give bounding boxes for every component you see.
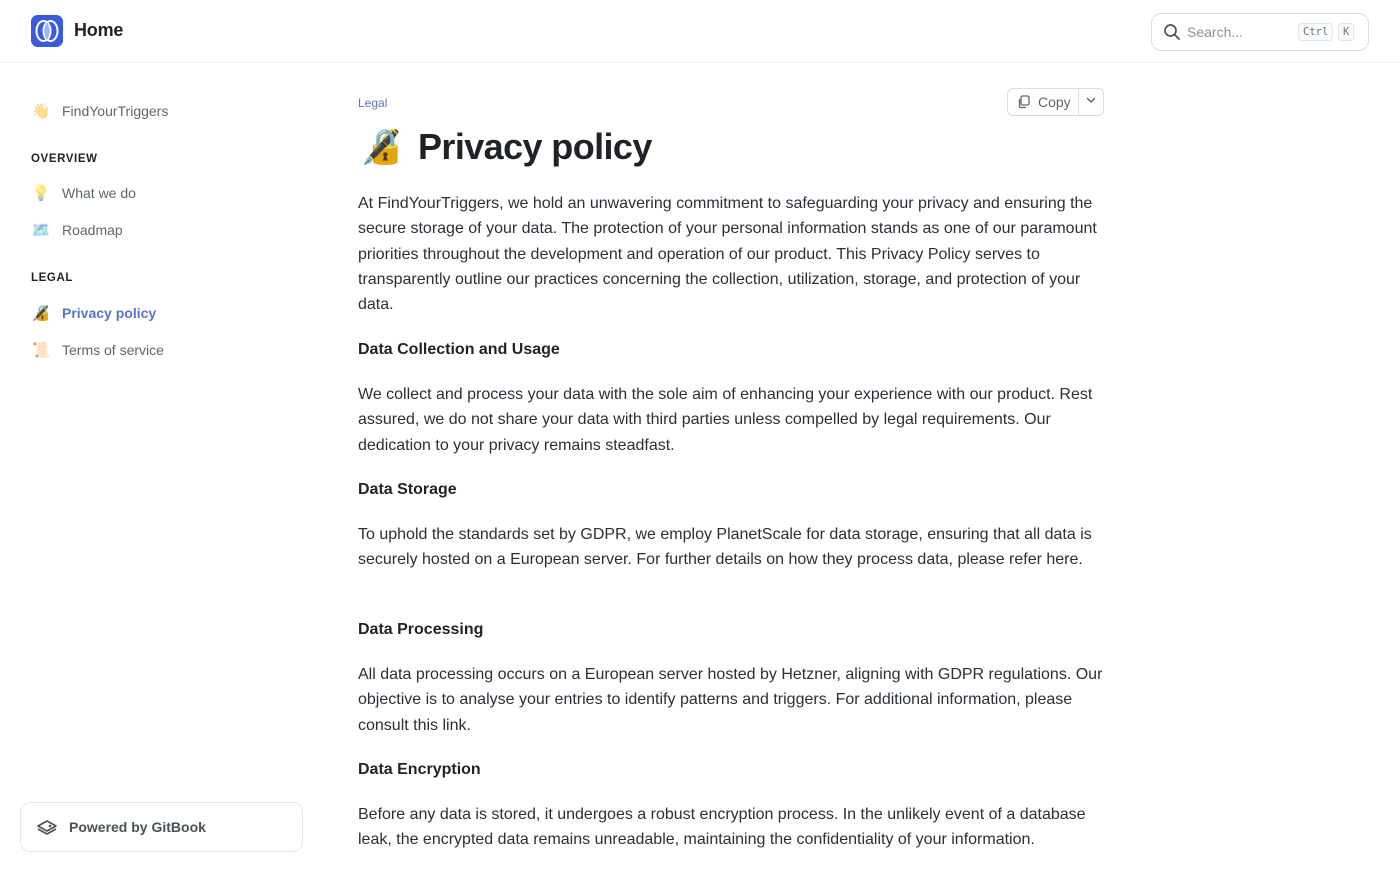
search-box[interactable]: [1151, 13, 1369, 51]
section-heading-data-encryption: Data Encryption: [358, 761, 481, 778]
top-header: [0, 0, 1400, 63]
copy-page-button[interactable]: [1008, 89, 1079, 115]
copy-options-dropdown[interactable]: [1079, 89, 1103, 115]
lock-with-pen-icon: 🔏: [360, 128, 404, 166]
page-title: Privacy policy: [418, 126, 652, 167]
copy-label: Copy: [1038, 94, 1071, 110]
copy-button-group: [1007, 88, 1104, 116]
sidebar-item-label: FindYourTriggers: [62, 103, 169, 119]
page-title-row: [358, 125, 652, 169]
scroll-icon: 📜: [31, 342, 51, 359]
section-body-data-encryption: Before any data is stored, it undergoes a robust encryption process. In the unlikely event of a database leak, the encrypted data remains unreadable, maintaining the confidentiality of your information.: [358, 806, 1086, 849]
chevron-down-icon: [1085, 93, 1097, 111]
sidebar-item-findyourtriggers[interactable]: [31, 99, 168, 123]
sidebar-item-roadmap[interactable]: [31, 218, 123, 242]
search-icon: [1163, 23, 1181, 46]
sidebar: [0, 63, 320, 875]
sidebar-item-terms-of-service[interactable]: [31, 338, 164, 362]
shortcut-ctrl-key: Ctrl: [1298, 23, 1333, 41]
section-body-data-collection: We collect and process your data with the sole aim of enhancing your experience with our product. Rest assured, we do not share your data with third parties unless compelled by legal requirements. Our dedication to your privacy remains steadfast.: [358, 386, 1093, 454]
gitbook-icon: [36, 818, 58, 836]
waving-hand-icon: 👋: [31, 103, 51, 120]
powered-by-label: Powered by GitBook: [69, 819, 206, 835]
search-input[interactable]: [1187, 24, 1292, 40]
section-body-data-storage: To uphold the standards set by GDPR, we employ PlanetScale for data storage, ensuring that all data is securely hosted on a European server. For further details on how they process data, please refer here.: [358, 526, 1092, 569]
shortcut-k-key: K: [1338, 23, 1354, 41]
section-heading-data-collection: Data Collection and Usage: [358, 341, 560, 358]
copy-icon: [1017, 95, 1031, 109]
map-icon: 🗺️: [31, 222, 51, 239]
powered-by-gitbook-link[interactable]: [20, 802, 303, 852]
sidebar-item-label: What we do: [62, 185, 136, 201]
sidebar-item-label: Privacy policy: [62, 305, 157, 321]
section-heading-data-storage: Data Storage: [358, 481, 457, 498]
sidebar-item-what-we-do[interactable]: [31, 181, 136, 205]
site-logo-icon[interactable]: [31, 15, 63, 47]
breadcrumb-legal[interactable]: Legal: [358, 96, 388, 110]
section-heading-data-processing: Data Processing: [358, 621, 484, 638]
section-body-data-processing: All data processing occurs on a European server hosted by Hetzner, aligning with GDPR regulations. Our objective is to analyse your entries to identify patterns and triggers. For additional information, please consult this link.: [358, 666, 1103, 734]
sidebar-section-overview: OVERVIEW: [31, 153, 98, 165]
lock-with-pen-icon: 🔏: [31, 305, 51, 322]
site-title-home-link[interactable]: Home: [74, 20, 124, 40]
sidebar-item-label: Terms of service: [62, 342, 164, 358]
lightbulb-icon: 💡: [31, 185, 51, 202]
sidebar-item-label: Roadmap: [62, 222, 123, 238]
sidebar-item-privacy-policy[interactable]: [31, 301, 156, 325]
intro-paragraph: At FindYourTriggers, we hold an unwavering commitment to safeguarding your privacy and ensuring the secure storage of your data. The protection of your personal information stands as one of our paramount priorities throughout the development and operation of our product. This Privacy Policy serves to transparently outline our practices concerning the collection, utilization, storage, and protection of your data.: [358, 195, 1097, 314]
sidebar-section-legal: LEGAL: [31, 272, 73, 284]
